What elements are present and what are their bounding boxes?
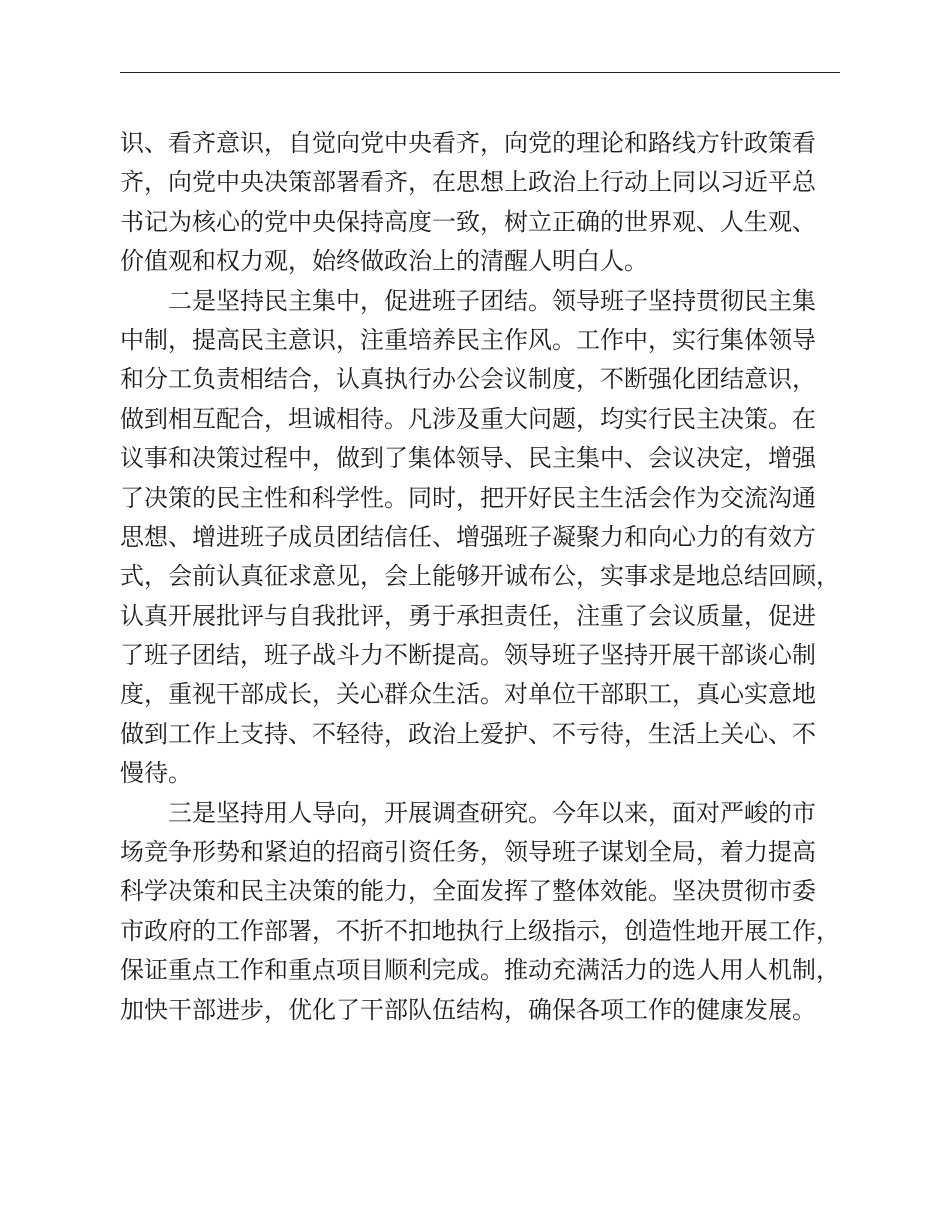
- text-line: 中制，提高民主意识，注重培养民主作风。工作中，实行集体领导: [120, 325, 816, 354]
- text-line: 度，重视干部成长，关心群众生活。对单位干部职工，真心实意地: [120, 680, 816, 709]
- text-line: 式，会前认真征求意见，会上能够开诚布公，实事求是地总结回顾，: [120, 562, 840, 591]
- text-line: 科学决策和民主决策的能力，全面发挥了整体效能。坚决贯彻市委: [120, 877, 816, 906]
- text-line: 加快干部进步，优化了干部队伍结构，确保各项工作的健康发展。: [120, 995, 816, 1024]
- text-line: 了决策的民主性和科学性。同时，把开好民主生活会作为交流沟通: [120, 483, 816, 512]
- text-line: 市政府的工作部署，不折不扣地执行上级指示，创造性地开展工作，: [120, 916, 840, 945]
- text-line: 议事和决策过程中，做到了集体领导、民主集中、会议决定，增强: [120, 444, 816, 473]
- text-line: 齐，向党中央决策部署看齐，在思想上政治上行动上同以习近平总: [120, 168, 816, 197]
- text-line: 了班子团结，班子战斗力不断提高。领导班子坚持开展干部谈心制: [120, 641, 816, 670]
- text-line: 书记为核心的党中央保持高度一致，树立正确的世界观、人生观、: [120, 207, 816, 236]
- text-line: 做到相互配合，坦诚相待。凡涉及重大问题，均实行民主决策。在: [120, 404, 816, 433]
- text-line: 思想、增进班子成员团结信任、增强班子凝聚力和向心力的有效方: [120, 522, 816, 551]
- header-rule: [120, 72, 840, 73]
- text-line: 做到工作上支持、不轻待，政治上爱护、不亏待，生活上关心、不: [120, 719, 816, 748]
- text-line: 价值观和权力观，始终做政治上的清醒人明白人。: [120, 247, 648, 276]
- text-line: 场竞争形势和紧迫的招商引资任务，领导班子谋划全局，着力提高: [120, 838, 816, 867]
- text-line: 认真开展批评与自我批评，勇于承担责任，注重了会议质量，促进: [120, 601, 816, 630]
- body-text: [120, 124, 862, 1030]
- text-line: 识、看齐意识，自觉向党中央看齐，向党的理论和路线方针政策看: [120, 129, 816, 157]
- paragraph-start-line: 二是坚持民主集中，促进班子团结。领导班子坚持贯彻民主集: [168, 286, 816, 315]
- text-line: 保证重点工作和重点项目顺利完成。推动充满活力的选人用人机制，: [120, 956, 840, 985]
- text-line: 慢待。: [120, 759, 192, 788]
- paragraph-start-line: 三是坚持用人导向，开展调查研究。今年以来，面对严峻的市: [168, 798, 816, 827]
- text-line: 和分工负责相结合，认真执行办公会议制度，不断强化团结意识，: [120, 365, 816, 394]
